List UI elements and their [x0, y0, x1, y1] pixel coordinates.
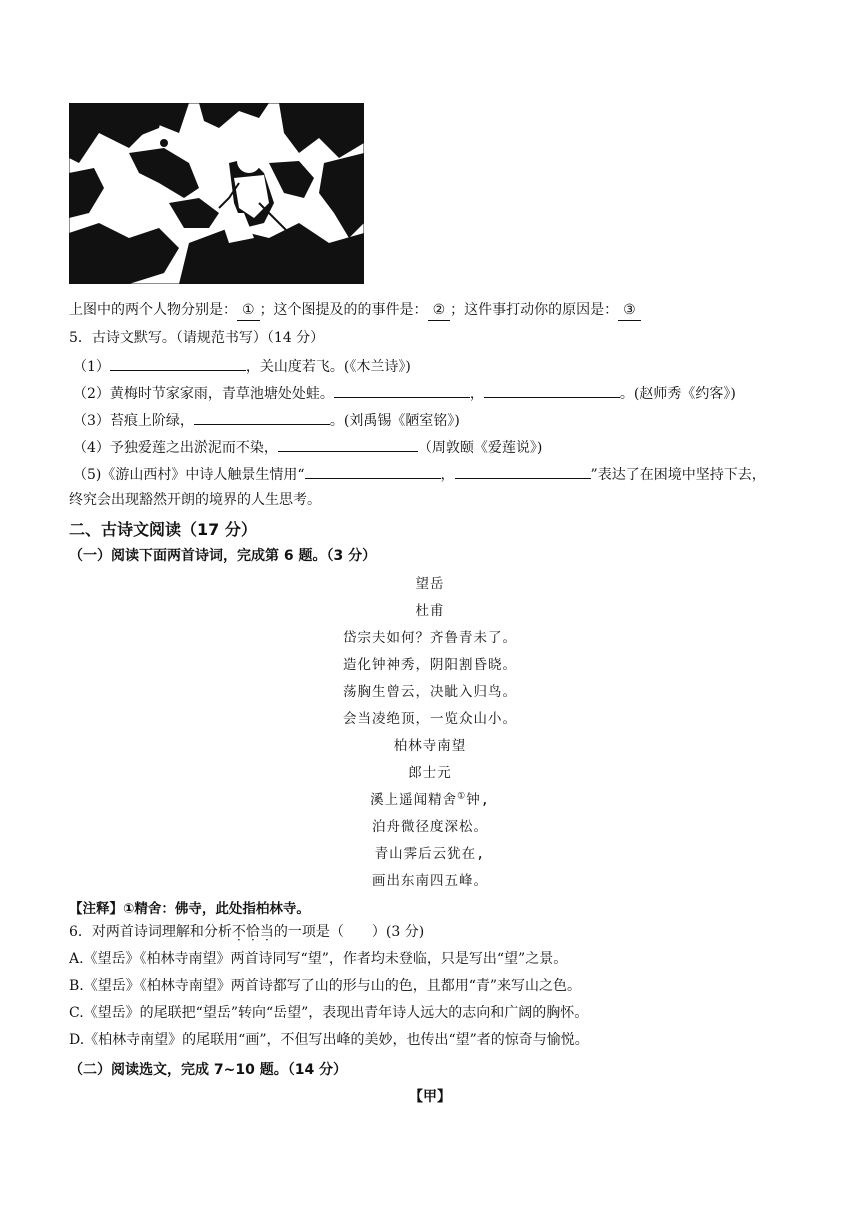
passage-jia-label: 【甲】 [409, 1089, 451, 1105]
poem2-line: 青山霁后云犹在, [374, 846, 486, 862]
poem2-title: 柏林寺南望 [393, 738, 467, 754]
answer-blank-3[interactable]: ③ [618, 300, 641, 321]
poem1-title: 望岳 [415, 576, 445, 592]
q5-item-4: （4）予独爱莲之出淤泥而不染， （周敦颐《爱莲说》) [73, 436, 542, 458]
annotation-note: 【注释】①精舍：佛寺，此处指柏林寺。 [69, 901, 310, 917]
section-title: 二、古诗文阅读（17 分） [69, 520, 257, 539]
footnote-marker: ① [457, 791, 467, 802]
option-b[interactable]: B.《望岳》《柏林寺南望》两首诗都写了山的形与山的色，且都用“青”来写山之色。 [69, 978, 582, 994]
q5-item-1: （1） ，关山度若飞。(《木兰诗》) [73, 355, 411, 377]
illustration-photo [69, 103, 364, 284]
q5-continuation: 终究会出现豁然开朗的境界的人生思考。 [69, 492, 321, 508]
q5-item-2: （2）黄梅时节家家雨，青草池塘处处蛙。 ， 。(赵师秀《约客》) [73, 382, 736, 404]
answer-blank-2[interactable]: ② [428, 300, 451, 321]
q6-stem: 6．对两首诗词理解和分析不恰当的一项是（ ）(3 分) [69, 924, 425, 940]
part2-title: （二）阅读选文，完成 7~10 题。（14 分） [69, 1062, 348, 1078]
q5-title: 5．古诗文默写。（请规范书写）（14 分） [69, 330, 325, 346]
q4-mid1: ；这个图提及的的事件是： [259, 302, 428, 318]
option-a[interactable]: A.《望岳》《柏林寺南望》两首诗同写“望”，作者均未登临，只是写出“望”之景。 [69, 951, 568, 967]
fill-blank[interactable] [305, 463, 441, 479]
poem2-line: 溪上遥闻精舍①钟, [370, 791, 490, 808]
option-c[interactable]: C.《望岳》的尾联把“望岳”转向“岳望”，表现出青年诗人远大的志向和广阔的胸怀。 [69, 1005, 589, 1021]
poem2-line: 画出东南四五峰。 [372, 873, 488, 889]
fill-blank[interactable] [455, 463, 591, 479]
fill-blank[interactable] [194, 409, 330, 425]
q5-item-3: （3）苔痕上阶绿， 。(刘禹锡《陋室铭》) [73, 409, 460, 431]
poem1-line: 荡胸生曾云，决眦入归鸟。 [343, 684, 517, 700]
fill-blank[interactable] [278, 436, 418, 452]
poem1-line: 岱宗夫如何？齐鲁青未了。 [343, 630, 517, 646]
option-d[interactable]: D.《柏林寺南望》的尾联用“画”，不但写出峰的美妙，也传出“望”者的惊奇与愉悦。 [69, 1032, 589, 1048]
fill-blank[interactable] [334, 382, 470, 398]
poem2-author: 郎士元 [408, 765, 452, 781]
poem2-line: 泊舟微径度深松。 [372, 819, 488, 835]
q4-prefix: 上图中的两个人物分别是： [69, 302, 237, 318]
q5-item-5: （5)《游山西村》中诗人触景生情用“ ， ”表达了在困境中坚持下去， [73, 463, 766, 485]
part1-title: （一）阅读下面两首诗词，完成第 6 题。（3 分） [69, 548, 377, 564]
q4-line [69, 300, 641, 321]
fill-blank[interactable] [484, 382, 620, 398]
answer-blank-1[interactable]: ① [237, 300, 260, 321]
q4-mid2: ；这件事打动你的原因是： [450, 302, 619, 318]
poem1-author: 杜甫 [415, 603, 445, 619]
poem1-line: 造化钟神秀，阴阳割昏晓。 [343, 657, 517, 673]
poem1-line: 会当凌绝顶，一览众山小。 [343, 711, 517, 727]
fill-blank[interactable] [110, 355, 246, 371]
